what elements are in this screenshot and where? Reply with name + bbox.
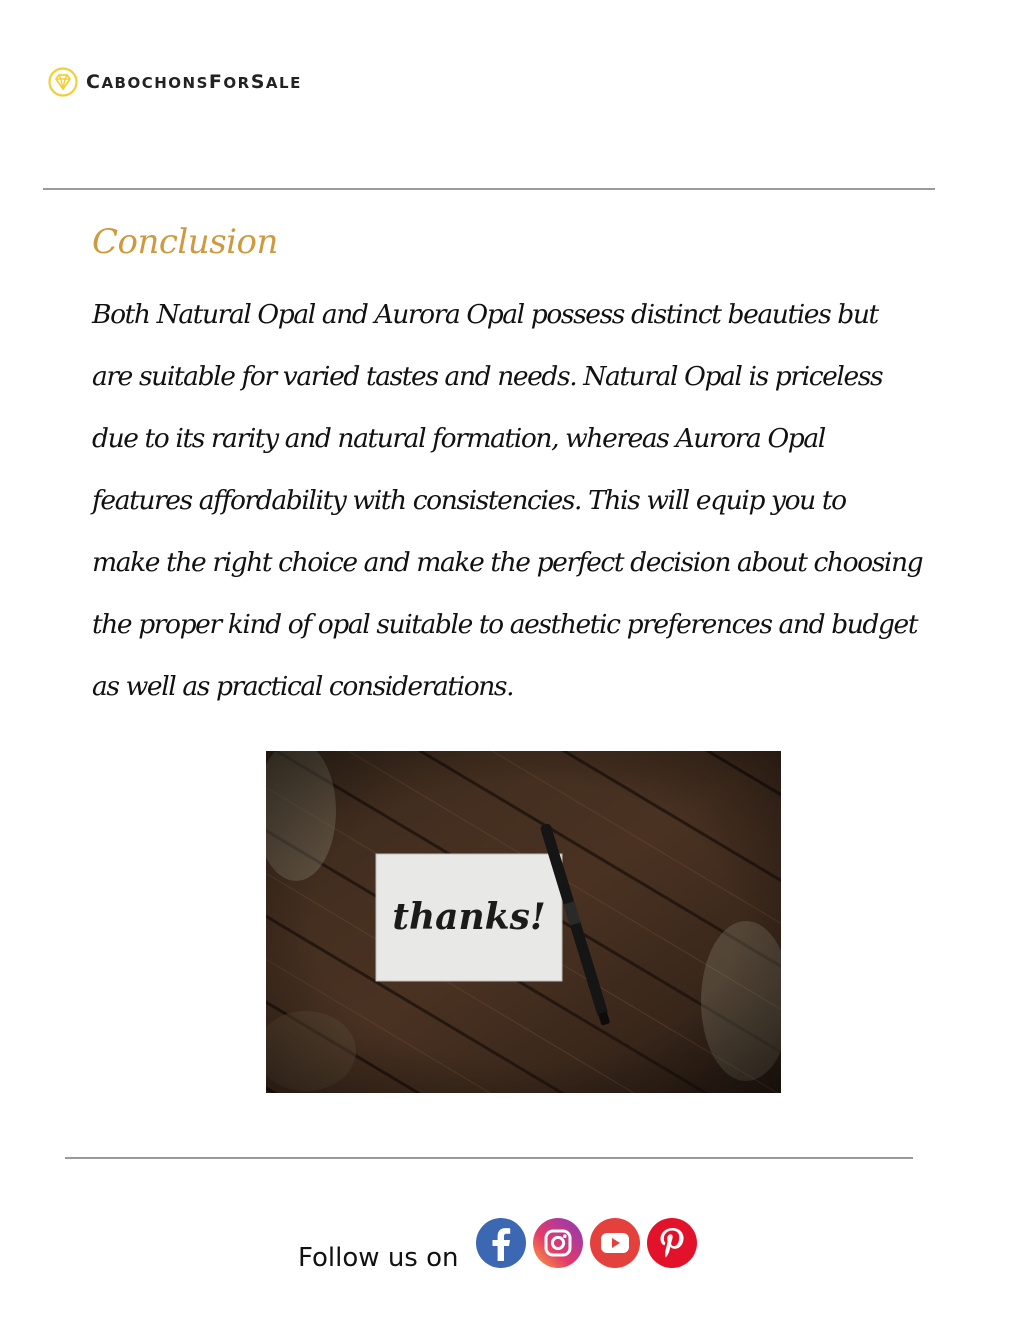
paragraph-line: are suitable for varied tastes and needs. Natural Opal is priceless bbox=[92, 361, 883, 392]
youtube-icon[interactable] bbox=[589, 1217, 641, 1269]
diamond-logo-icon bbox=[48, 67, 78, 97]
paragraph-line: make the right choice and make the perfect decision about choosing bbox=[92, 547, 923, 578]
conclusion-paragraph bbox=[92, 284, 952, 718]
paragraph-line: Both Natural Opal and Aurora Opal possess distinct beauties but bbox=[92, 299, 878, 330]
paragraph-line: due to its rarity and natural formation, whereas Aurora Opal bbox=[92, 423, 825, 454]
paragraph-line: as well as practical considerations. bbox=[92, 671, 514, 702]
brand-logo[interactable] bbox=[48, 66, 302, 98]
social-footer bbox=[298, 1213, 703, 1273]
facebook-icon[interactable] bbox=[475, 1217, 527, 1269]
paragraph-line: the proper kind of opal suitable to aesthetic preferences and budget bbox=[92, 609, 918, 640]
thanks-card-photo bbox=[266, 751, 781, 1093]
top-divider bbox=[43, 188, 935, 190]
bottom-divider bbox=[65, 1157, 913, 1159]
brand-name: CABOCHONSFORSALE bbox=[86, 71, 302, 93]
section-heading: Conclusion bbox=[92, 222, 278, 262]
follow-label: Follow us on bbox=[298, 1243, 459, 1273]
instagram-icon[interactable] bbox=[532, 1217, 584, 1269]
pinterest-icon[interactable] bbox=[646, 1217, 698, 1269]
paragraph-line: features affordability with consistencies. This will equip you to bbox=[92, 485, 846, 516]
